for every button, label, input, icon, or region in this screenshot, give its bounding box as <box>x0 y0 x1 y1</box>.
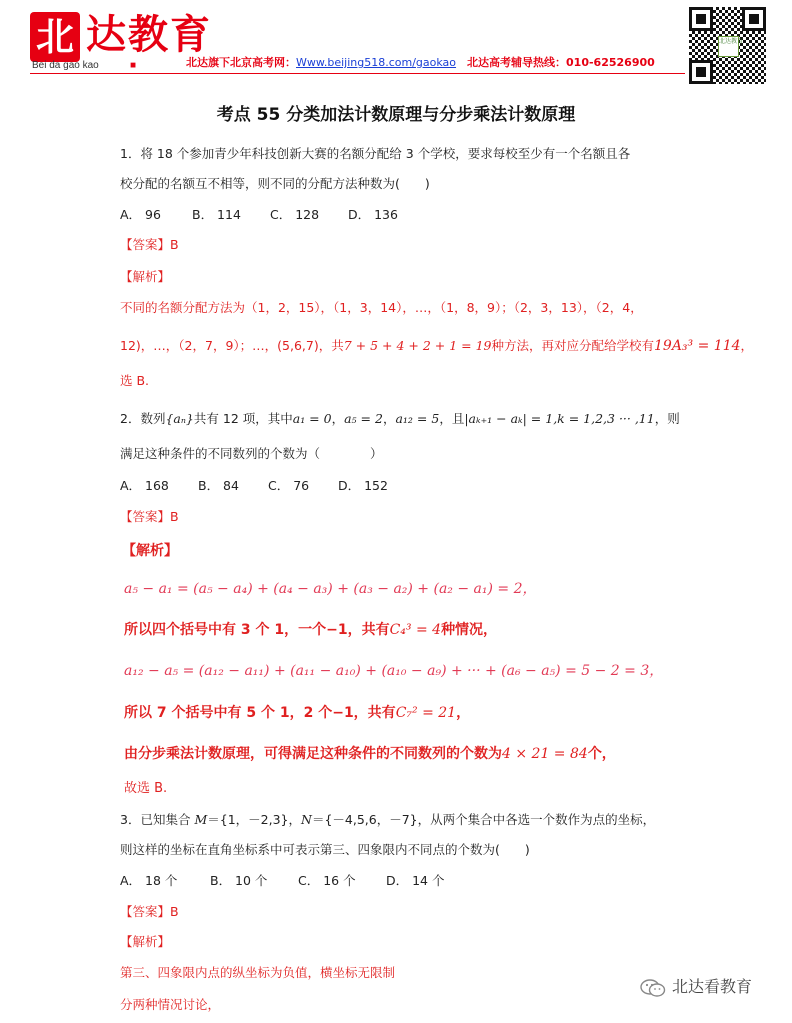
q2-analysis-text: 所以 7 个括号中有 5 个 1，2 个−1，共有 <box>124 705 396 721</box>
q2-text: 共有 12 项，其中 <box>193 411 293 426</box>
qr-eye-icon <box>689 60 713 84</box>
q1-analysis-text: 种方法，再对应分配给学校有 <box>491 338 654 353</box>
q1-math-sum: 7 + 5 + 4 + 2 + 1 = 19 <box>343 338 492 353</box>
logo-mark: 北 <box>30 12 80 62</box>
q1-analysis-label: 【解析】 <box>120 269 171 284</box>
wechat-icon <box>640 978 666 998</box>
q3-set-n: N <box>301 812 312 827</box>
header-divider <box>30 73 685 74</box>
q2-answer: 【答案】B <box>120 509 179 524</box>
q2-options <box>120 477 388 495</box>
q2-math-condition: |aₖ₊₁ − aₖ| = 1,k = 1,2,3 ··· ,11 <box>464 411 655 426</box>
q3-set-m: M <box>194 812 208 827</box>
q2-text: 2．数列 <box>120 411 166 426</box>
header-url-link[interactable]: Www.beijing518.com/gaokao <box>296 56 457 69</box>
q1-option-a: A． 96 <box>120 207 161 222</box>
q3-analysis-line1: 第三、四象限内点的纵坐标为负值，横坐标无限制 <box>120 965 396 980</box>
q3-analysis-line2: 分两种情况讨论， <box>120 997 221 1012</box>
q2-math-a5: a₅ = 2 <box>344 411 383 426</box>
header-info-prefix: 北达旗下北京高考网： <box>186 56 296 69</box>
q2-math-c43: C₄³ = 4 <box>389 622 442 638</box>
qr-center-logo: 北达教育 <box>718 36 739 57</box>
q1-analysis-line1: 不同的名额分配方法为（1，2，15），（1，3，14），…，（1，8，9）；（2，3，13），（2，4， <box>120 300 643 315</box>
q2-analysis-line-a2 <box>124 702 470 722</box>
q1-option-b: B． 114 <box>192 207 241 222</box>
q2-line2: 满足这种条件的不同数列的个数为（ ） <box>120 446 383 461</box>
q3-option-b: B． 10 个 <box>210 873 268 888</box>
q2-math-seq: {aₙ} <box>165 411 194 426</box>
q2-analysis-text: 所以四个括号中有 3 个 1，一个−1，共有 <box>124 622 390 638</box>
qr-eye-icon <box>689 7 713 31</box>
q3-text: 3．已知集合 <box>120 812 195 827</box>
q1-answer: 【答案】B <box>120 237 179 252</box>
q2-analysis-line-a4: 故选 B. <box>124 781 168 796</box>
q3-option-c: C． 16 个 <box>298 873 356 888</box>
q2-analysis-text: 个， <box>587 746 616 762</box>
q2-text: ， <box>331 411 345 426</box>
q1-option-d: D． 136 <box>348 207 398 222</box>
q2-analysis-line-a3 <box>124 743 616 763</box>
page-title: 考点 55 分类加法计数原理与分步乘法计数原理 <box>216 105 576 125</box>
qr-eye-icon <box>742 7 766 31</box>
q3-text: ＝{1，－2,3}， <box>207 812 301 827</box>
q2-option-c: C． 76 <box>268 478 310 493</box>
logo-pinyin: Bei da gao kao <box>32 60 99 71</box>
q2-analysis-text: 由分步乘法计数原理，可得满足这种条件的不同数列的个数为 <box>124 746 502 762</box>
q1-analysis-line3: 选 B. <box>120 373 150 388</box>
q2-analysis-text: 种情况， <box>441 622 498 638</box>
q2-text: ， <box>382 411 396 426</box>
q2-analysis-line-a1 <box>124 619 497 639</box>
q1-math-perm: 19A₃³ = 114 <box>654 338 741 354</box>
q3-line2: 则这样的坐标在直角坐标系中可表示第三、四象限内不同点的个数为( ) <box>120 842 530 857</box>
q3-analysis-label: 【解析】 <box>120 934 171 949</box>
q2-analysis-text: ， <box>456 705 471 721</box>
wechat-account-label: 北达看教育 <box>672 977 753 996</box>
q3-text: ＝{－4,5,6，－7}，从两个集合中各选一个数作为点的坐标， <box>311 812 656 827</box>
q2-math-c72: C₇² = 21 <box>395 705 457 721</box>
q3-line1 <box>120 811 655 829</box>
q2-math-a1: a₁ = 0 <box>292 411 332 426</box>
q3-options <box>120 872 444 890</box>
q2-line1 <box>120 410 680 428</box>
logo-square-icon: ■ <box>130 60 137 71</box>
q1-options <box>120 206 398 224</box>
header-hotline: 北达高考辅导热线：010-62526900 <box>467 56 655 69</box>
q2-eq1: a₅ − a₁ = (a₅ − a₄) + (a₄ − a₃) + (a₃ − a₂) + (a₂ − a₁) = 2， <box>124 581 537 597</box>
q3-option-a: A． 18 个 <box>120 873 178 888</box>
q1-line1: 1．将 18 个参加青少年科技创新大赛的名额分配给 3 个学校，要求每校至少有一个名额且各 <box>120 146 631 161</box>
q2-analysis-label: 【解析】 <box>122 543 178 559</box>
q2-math-product: 4 × 21 = 84 <box>502 746 588 762</box>
q1-analysis-text: ， <box>740 338 754 353</box>
q2-option-b: B． 84 <box>198 478 239 493</box>
q1-option-c: C． 128 <box>270 207 320 222</box>
q2-text: ，且 <box>439 411 465 426</box>
q2-text: ，则 <box>654 411 680 426</box>
q2-eq2: a₁₂ − a₅ = (a₁₂ − a₁₁) + (a₁₁ − a₁₀) + (a₁₀ − a₉) + ··· + (a₆ − a₅) = 5 − 2 = 3， <box>124 663 664 679</box>
q1-analysis-text: 12)，…，（2，7，9）；…，(5,6,7)，共 <box>120 338 344 353</box>
q3-option-d: D． 14 个 <box>386 873 445 888</box>
q1-analysis-line2 <box>120 337 753 355</box>
q2-math-a12: a₁₂ = 5 <box>395 411 440 426</box>
q2-option-d: D． 152 <box>338 478 388 493</box>
qr-code-icon <box>689 7 766 84</box>
header-info <box>186 56 655 70</box>
q2-option-a: A． 168 <box>120 478 169 493</box>
q1-line2: 校分配的名额互不相等，则不同的分配方法种数为( ) <box>120 176 430 191</box>
logo-text: 达教育 <box>86 11 212 58</box>
q3-answer: 【答案】B <box>120 904 179 919</box>
